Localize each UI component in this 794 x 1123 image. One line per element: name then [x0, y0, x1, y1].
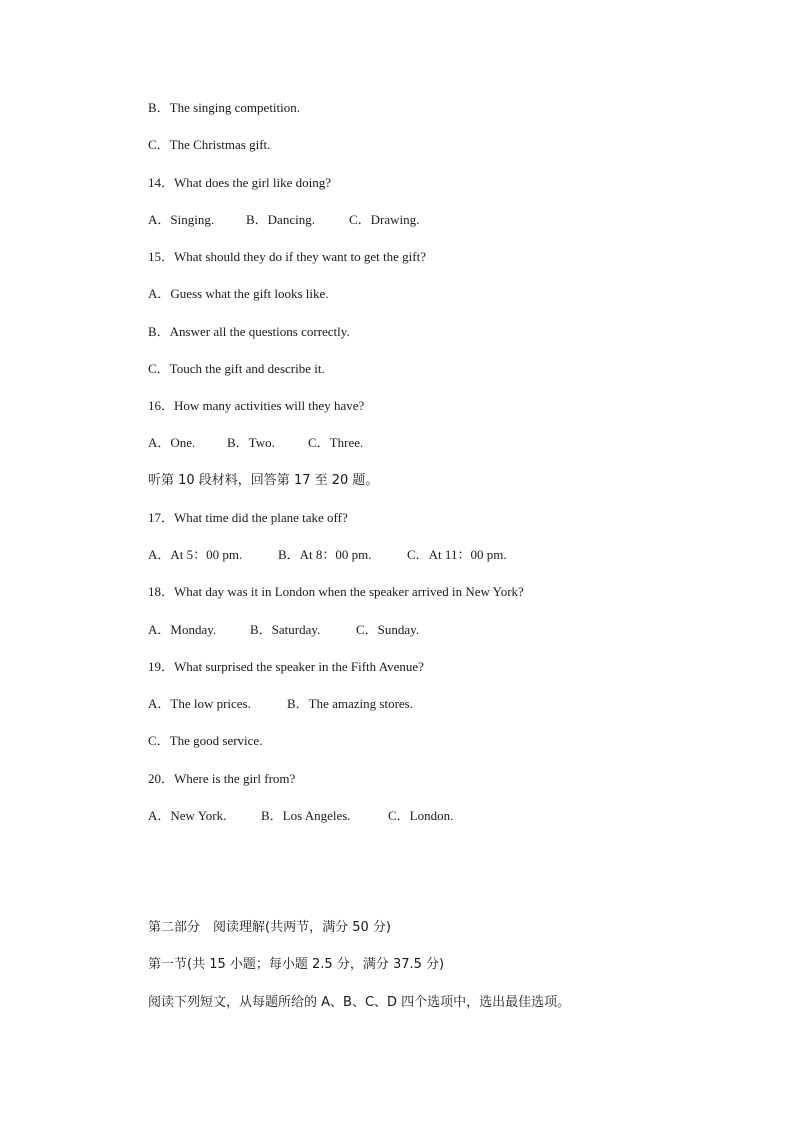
option-14-b: B．Dancing. — [246, 212, 315, 227]
option-16-a: A．One. — [148, 435, 196, 450]
option-13-b: B．The singing competition. — [148, 100, 301, 115]
option-15-a: A．Guess what the gift looks like. — [148, 286, 329, 301]
options-14 — [148, 212, 419, 228]
option-15-b: B．Answer all the questions correctly. — [148, 324, 350, 339]
option-13-c: C．The Christmas gift. — [148, 137, 271, 152]
option-14-c: C．Drawing. — [349, 212, 420, 227]
question-17: 17．What time did the plane take off? — [148, 510, 348, 525]
option-20-b: B．Los Angeles. — [261, 808, 351, 823]
option-18-c: C．Sunday. — [356, 622, 420, 637]
option-16-c: C．Three. — [308, 435, 364, 450]
option-20-a: A．New York. — [148, 808, 227, 823]
options-19 — [148, 696, 413, 712]
option-19-c: C．The good service. — [148, 733, 263, 748]
section-10-instruction: 听第 10 段材料，回答第 17 至 20 题。 — [148, 473, 379, 488]
option-15-c: C．Touch the gift and describe it. — [148, 361, 325, 376]
option-18-b: B．Saturday. — [250, 622, 321, 637]
part-2-instruction: 阅读下列短文，从每题所给的 A、B、C、D 四个选项中，选出最佳选项。 — [148, 995, 571, 1010]
question-19: 19．What surprised the speaker in the Fifth Avenue? — [148, 659, 424, 674]
question-14: 14．What does the girl like doing? — [148, 175, 332, 190]
options-17 — [148, 547, 507, 563]
option-17-b: B．At 8：00 pm. — [278, 547, 372, 562]
part-2-title: 第二部分 阅读理解(共两节，满分 50 分) — [148, 920, 391, 935]
option-19-b: B．The amazing stores. — [287, 696, 413, 711]
option-16-b: B．Two. — [227, 435, 275, 450]
question-15: 15．What should they do if they want to get the gift? — [148, 249, 426, 264]
question-18: 18．What day was it in London when the speaker arrived in New York? — [148, 584, 524, 599]
option-17-a: A．At 5：00 pm. — [148, 547, 243, 562]
question-16: 16．How many activities will they have? — [148, 398, 365, 413]
option-20-c: C．London. — [388, 808, 454, 823]
option-19-a: A．The low prices. — [148, 696, 251, 711]
option-14-a: A．Singing. — [148, 212, 215, 227]
part-2-section-1: 第一节(共 15 小题；每小题 2.5 分，满分 37.5 分) — [148, 957, 445, 972]
option-17-c: C．At 11：00 pm. — [407, 547, 507, 562]
options-16 — [148, 435, 363, 451]
options-20 — [148, 808, 453, 824]
question-20: 20．Where is the girl from? — [148, 771, 296, 786]
option-18-a: A．Monday. — [148, 622, 217, 637]
options-18 — [148, 622, 419, 638]
